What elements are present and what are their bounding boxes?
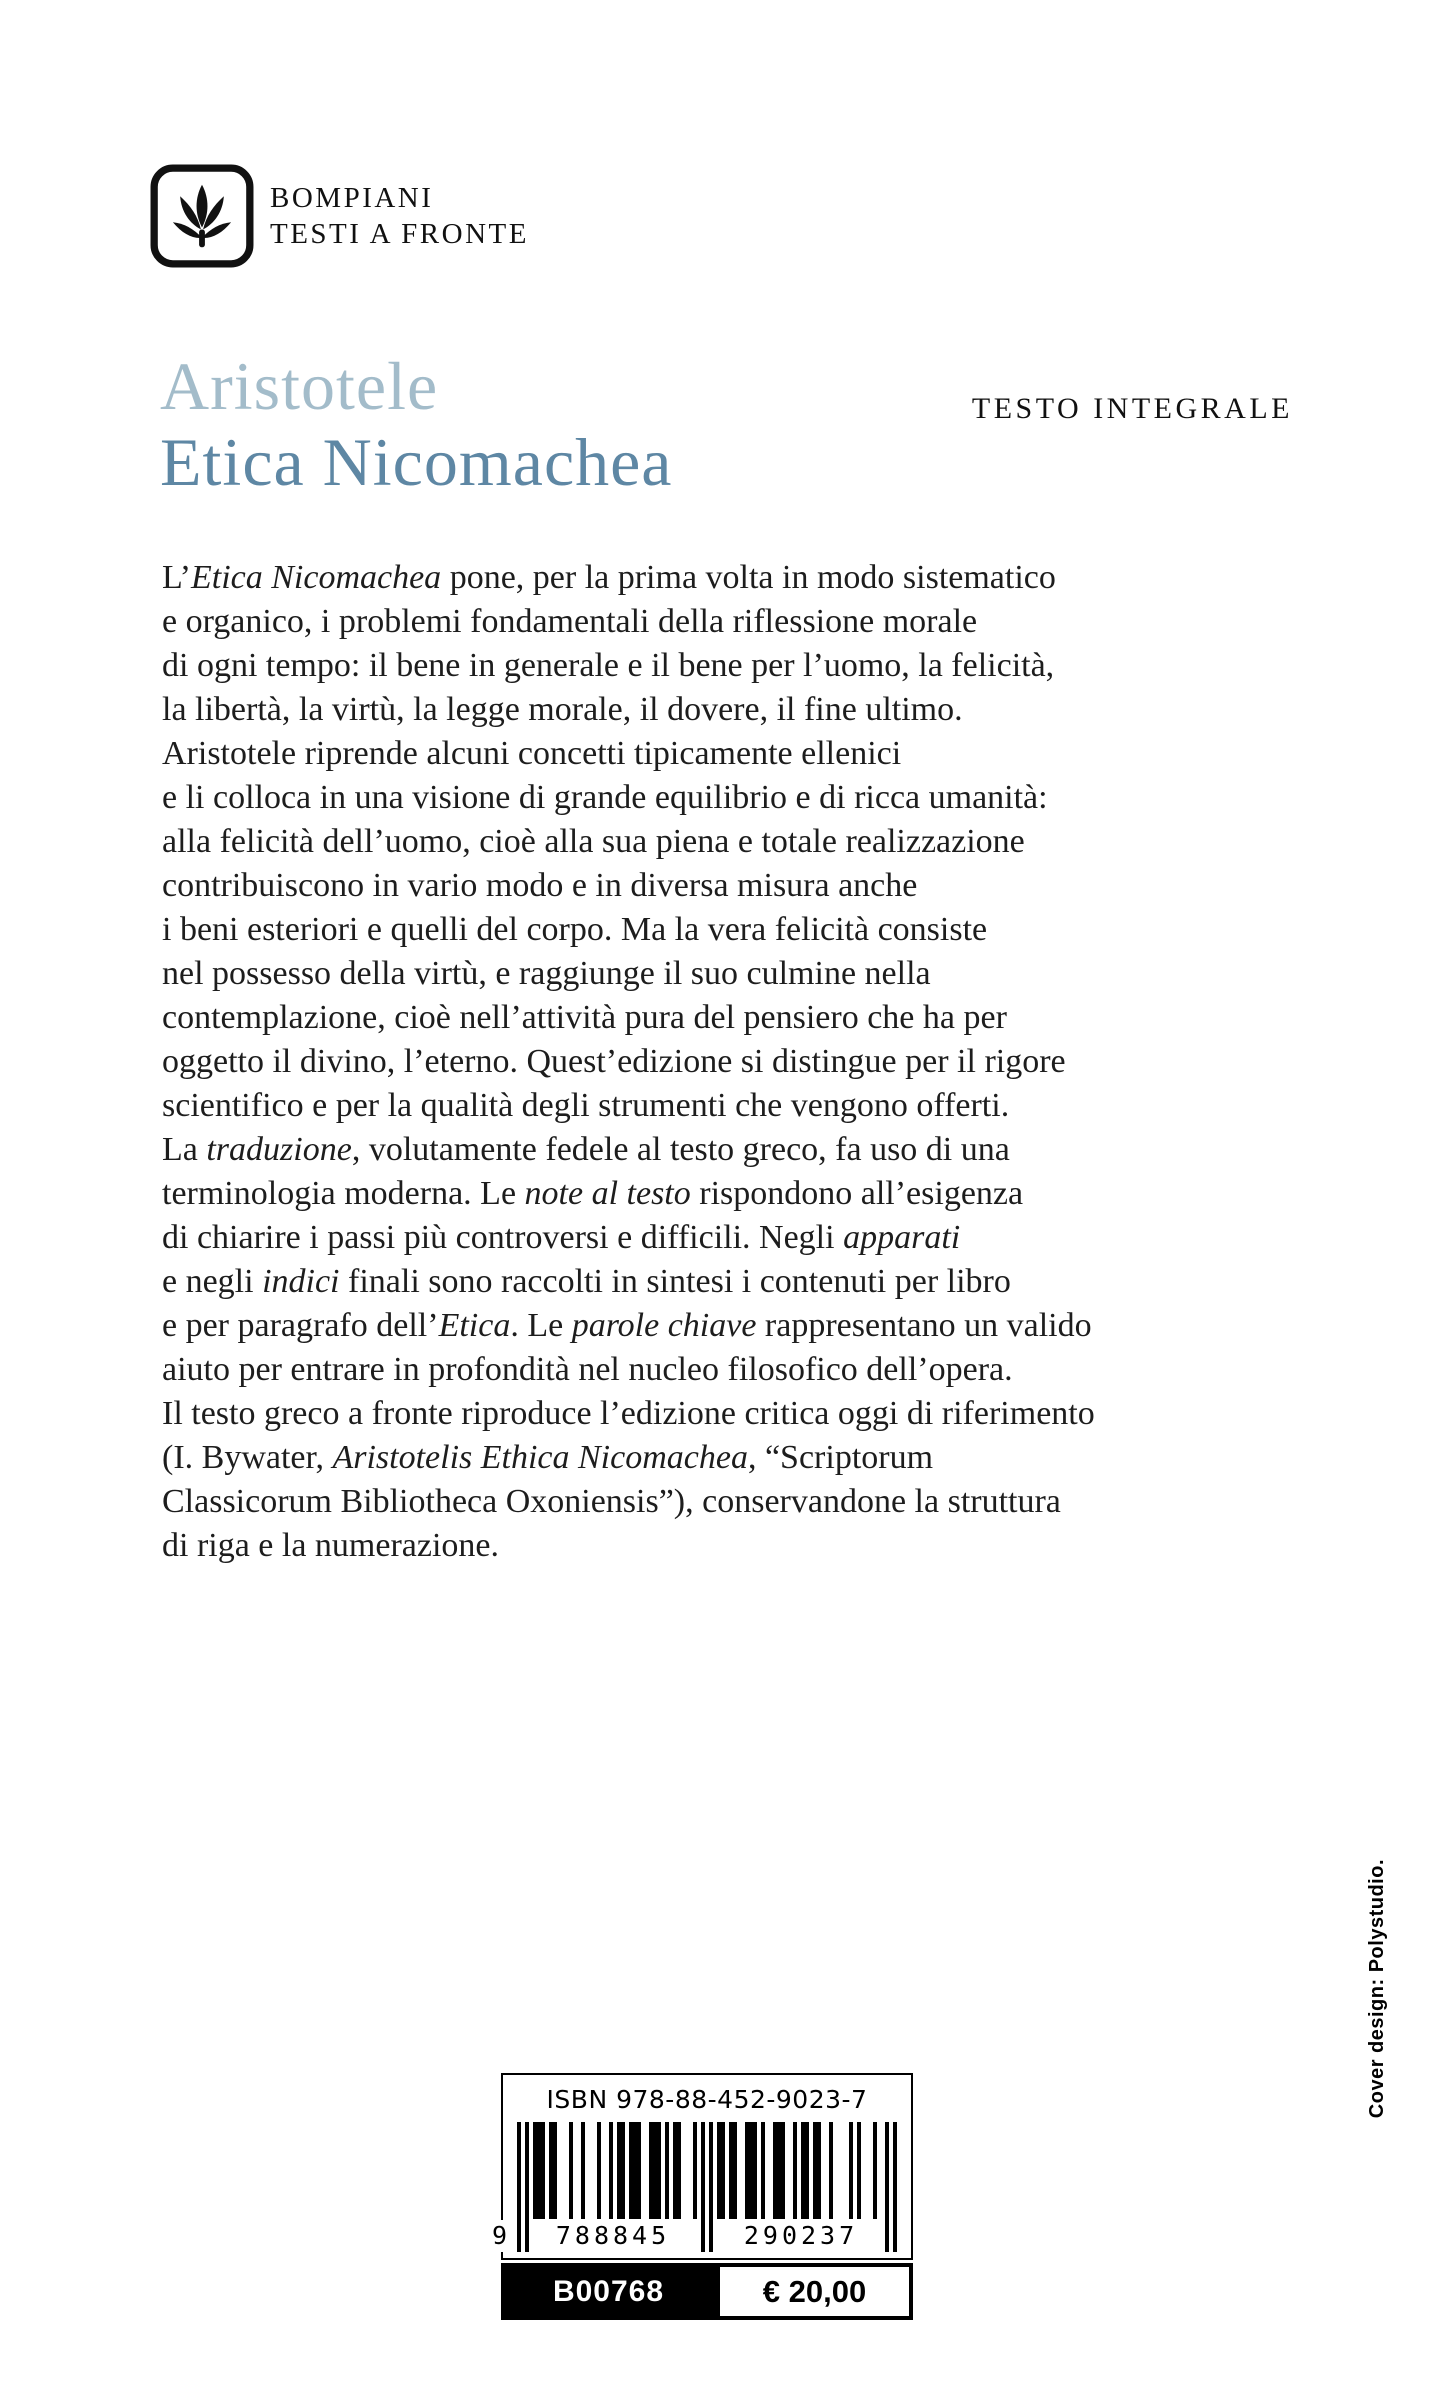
blurb-line: di riga e la numerazione. — [162, 1527, 500, 1564]
blurb-line: terminologia moderna. Le note al testo rispondono all’esigenza — [162, 1175, 1024, 1212]
isbn-block — [491, 2073, 913, 2320]
publisher-name-block — [270, 164, 529, 252]
blurb-line: scientifico e per la qualità degli strumenti che vengono offerti. — [162, 1087, 1010, 1124]
barcode-digit-group: 290237 — [743, 2221, 859, 2250]
product-code: B00768 — [501, 2263, 716, 2320]
bompiani-flower-icon — [150, 164, 254, 268]
cover-design-credit: Cover design: Polystudio. — [1366, 1858, 1388, 2118]
blurb-line: oggetto il divino, l’eterno. Quest’edizione si distingue per il rigore — [162, 1043, 1066, 1080]
blurb — [162, 556, 1352, 1568]
blurb-line: e organico, i problemi fondamentali della riflessione morale — [162, 603, 978, 640]
isbn-box — [491, 2073, 913, 2260]
edition-note: TESTO INTEGRALE — [971, 392, 1293, 425]
blurb-line: di chiarire i passi più controversi e difficili. Negli apparati — [162, 1219, 961, 1256]
blurb-line: alla felicità dell’uomo, cioè alla sua piena e totale realizzazione — [162, 823, 1025, 860]
blurb-line: e li colloca in una visione di grande equilibrio e di ricca umanità: — [162, 779, 1048, 816]
isbn-label: ISBN 978-88-452-9023-7 — [546, 2085, 868, 2114]
book-title: Etica Nicomachea — [160, 424, 673, 500]
blurb-line: Classicorum Bibliotheca Oxoniensis”), conservandone la struttura — [162, 1483, 1061, 1520]
ean13-barcode — [491, 2122, 897, 2252]
blurb-line: contemplazione, cioè nell’attività pura del pensiero che ha per — [162, 999, 1007, 1036]
price: € 20,00 — [716, 2263, 913, 2320]
blurb-line: L’Etica Nicomachea pone, per la prima volta in modo sistematico — [162, 559, 1056, 596]
blurb-line: nel possesso della virtù, e raggiunge il suo culmine nella — [162, 955, 931, 992]
blurb-line: e negli indici finali sono raccolti in sintesi i contenuti per libro — [162, 1263, 1011, 1300]
blurb-line: e per paragrafo dell’Etica. Le parole chiave rappresentano un valido — [162, 1307, 1092, 1344]
blurb-line: (I. Bywater, Aristotelis Ethica Nicomachea, “Scriptorum — [162, 1439, 934, 1476]
blurb-line: Il testo greco a fronte riproduce l’edizione critica oggi di riferimento — [162, 1395, 1095, 1432]
title-block — [160, 348, 673, 500]
blurb-line: la libertà, la virtù, la legge morale, il dovere, il fine ultimo. — [162, 691, 963, 728]
blurb-line: i beni esteriori e quelli del corpo. Ma la vera felicità consiste — [162, 911, 988, 948]
author-name: Aristotele — [160, 348, 439, 424]
blurb-line: La traduzione, volutamente fedele al testo greco, fa uso di una — [162, 1131, 1010, 1168]
blurb-line: contribuiscono in vario modo e in diversa misura anche — [162, 867, 918, 904]
price-strip — [501, 2263, 913, 2320]
publisher-brand — [150, 164, 529, 268]
blurb-line: di ogni tempo: il bene in generale e il bene per l’uomo, la felicità, — [162, 647, 1055, 684]
barcode-digit-group: 788845 — [555, 2221, 671, 2250]
blurb-line: Aristotele riprende alcuni concetti tipicamente ellenici — [162, 735, 902, 772]
blurb-line: aiuto per entrare in profondità nel nucleo filosofico dell’opera. — [162, 1351, 1013, 1388]
publisher-series: TESTI A FRONTE — [270, 218, 529, 250]
publisher-name: BOMPIANI — [270, 182, 434, 214]
barcode-digit-group: 9 — [491, 2221, 511, 2250]
